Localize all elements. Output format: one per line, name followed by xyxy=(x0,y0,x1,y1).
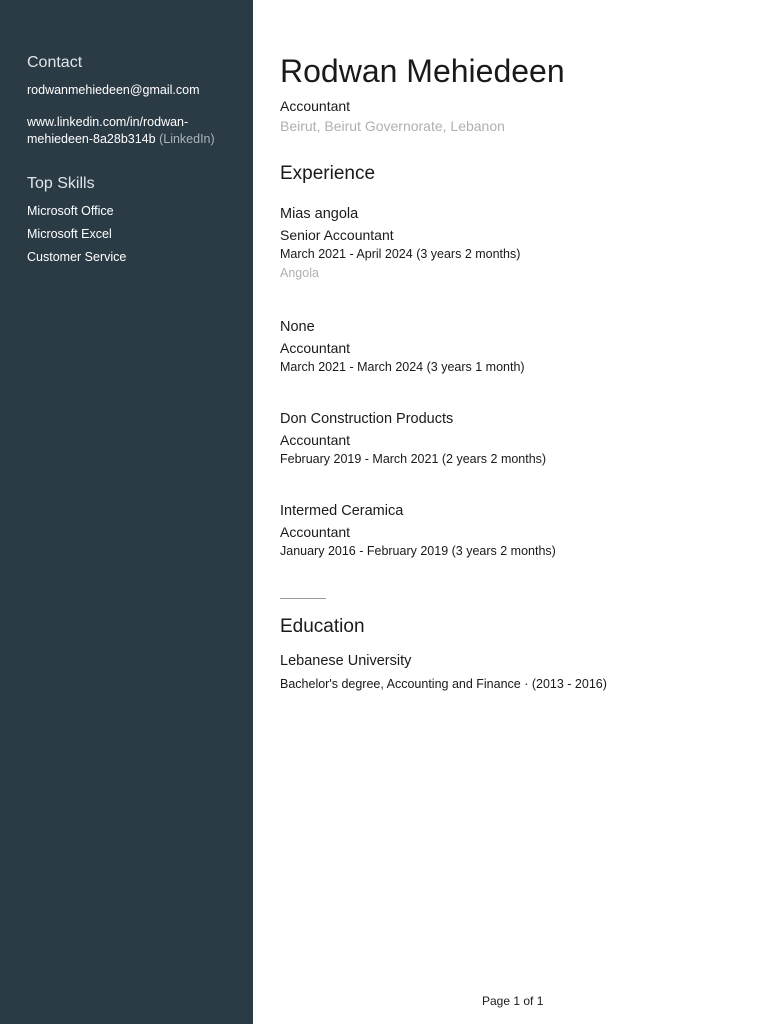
sidebar xyxy=(0,0,253,1024)
job-company: Intermed Ceramica xyxy=(280,503,404,519)
education-heading: Education xyxy=(280,616,365,637)
job-title: Accountant xyxy=(280,340,351,356)
job-title: Senior Accountant xyxy=(280,227,394,243)
job-title: Accountant xyxy=(280,432,351,448)
profile-location: Beirut, Beirut Governorate, Lebanon xyxy=(280,118,505,134)
experience-heading: Experience xyxy=(280,163,376,184)
job-dates: February 2019 - March 2021 (2 years 2 months) xyxy=(280,452,547,466)
school-name: Lebanese University xyxy=(280,653,412,669)
email-link[interactable]: rodwanmehiedeen@gmail.com xyxy=(27,83,200,97)
skill-item: Customer Service xyxy=(27,250,127,264)
skills-heading: Top Skills xyxy=(27,175,95,192)
linkedin-url[interactable]: www.linkedin.com/in/rodwan-mehiedeen-8a28b314b xyxy=(27,115,189,146)
skill-item: Microsoft Office xyxy=(27,204,114,218)
page-number: Page 1 of 1 xyxy=(482,994,544,1008)
profile-headline: Accountant xyxy=(280,98,351,114)
job-title: Accountant xyxy=(280,524,351,540)
linkedin-label: (LinkedIn) xyxy=(159,132,215,146)
job-company: None xyxy=(280,319,315,335)
job-dates: January 2016 - February 2019 (3 years 2 months) xyxy=(280,544,556,558)
section-divider xyxy=(280,598,326,599)
job-dates: March 2021 - April 2024 (3 years 2 months) xyxy=(280,247,521,261)
job-location: Angola xyxy=(280,266,319,280)
school-detail: Bachelor's degree, Accounting and Finance · (2013 - 2016) xyxy=(280,677,607,691)
linkedin-link[interactable] xyxy=(27,114,242,148)
job-dates: March 2021 - March 2024 (3 years 1 month) xyxy=(280,360,525,374)
contact-heading: Contact xyxy=(27,54,83,71)
job-company: Mias angola xyxy=(280,206,359,222)
skill-item: Microsoft Excel xyxy=(27,227,112,241)
job-company: Don Construction Products xyxy=(280,411,454,427)
profile-name: Rodwan Mehiedeen xyxy=(280,53,565,89)
